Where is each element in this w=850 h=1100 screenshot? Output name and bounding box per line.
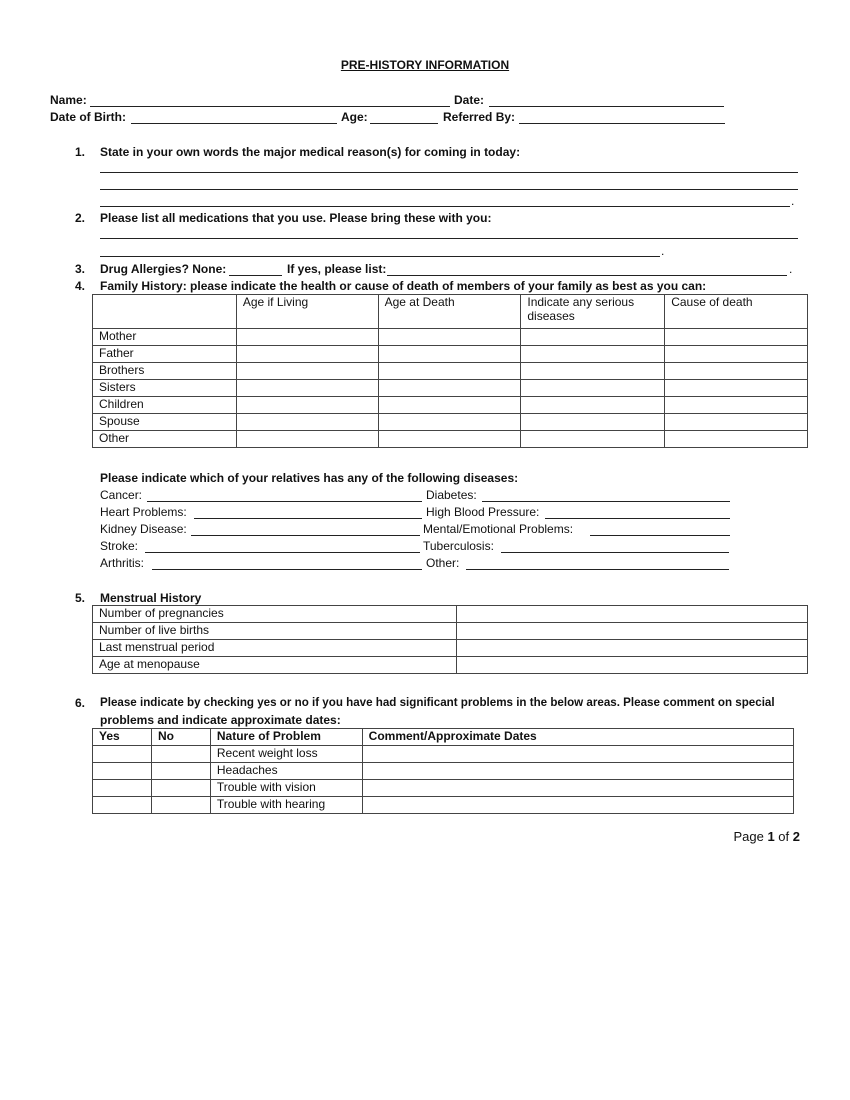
table-cell[interactable] <box>521 397 665 414</box>
menstrual-history-table <box>92 605 808 674</box>
comment-cell[interactable] <box>362 780 793 797</box>
comment-cell[interactable] <box>362 763 793 780</box>
table-row <box>93 746 794 763</box>
problems-table <box>92 728 794 814</box>
table-cell[interactable] <box>236 346 378 363</box>
disease-label: Mental/Emotional Problems: <box>423 522 574 536</box>
table-cell[interactable] <box>665 380 808 397</box>
table-row <box>93 414 808 431</box>
table-cell[interactable] <box>456 657 807 674</box>
disease-field[interactable] <box>545 518 730 519</box>
no-cell[interactable] <box>151 780 210 797</box>
row-label: Age at menopause <box>93 657 457 674</box>
q6-number: 6. <box>75 696 86 710</box>
name-field[interactable] <box>90 106 450 107</box>
table-cell[interactable] <box>378 329 521 346</box>
table-row <box>93 797 794 814</box>
yes-cell[interactable] <box>93 780 152 797</box>
column-header: Age if Living <box>236 295 378 329</box>
disease-label: High Blood Pressure: <box>426 505 540 519</box>
page-number: Page 1 of 2 <box>733 829 800 844</box>
disease-label: Other: <box>426 556 460 570</box>
table-cell[interactable] <box>521 380 665 397</box>
q5-number: 5. <box>75 591 86 605</box>
comment-cell[interactable] <box>362 797 793 814</box>
yes-cell[interactable] <box>93 746 152 763</box>
table-header-row <box>93 295 808 329</box>
table-cell[interactable] <box>236 431 378 448</box>
table-row <box>93 363 808 380</box>
row-label: Sisters <box>93 380 237 397</box>
row-label: Last menstrual period <box>93 640 457 657</box>
column-header: No <box>151 729 210 746</box>
q3-none-label: Drug Allergies? None: <box>100 262 227 276</box>
table-cell[interactable] <box>236 380 378 397</box>
table-row <box>93 380 808 397</box>
column-header: Indicate any serious diseases <box>521 295 665 329</box>
page-title: PRE-HISTORY INFORMATION <box>340 58 510 72</box>
disease-field[interactable] <box>194 518 422 519</box>
dob-label: Date of Birth: <box>50 110 126 124</box>
table-row <box>93 329 808 346</box>
table-cell[interactable] <box>378 431 521 448</box>
disease-label: Kidney Disease: <box>100 522 187 536</box>
yes-cell[interactable] <box>93 763 152 780</box>
column-header: Comment/Approximate Dates <box>362 729 793 746</box>
referred-label: Referred By: <box>443 110 516 124</box>
row-label: Recent weight loss <box>210 746 362 763</box>
allergies-list-field[interactable] <box>387 275 787 276</box>
period-mark: . <box>661 244 665 258</box>
q6-text: Please indicate by checking yes or no if you have had significant problems in the below areas. Please comment on special <box>100 696 775 709</box>
q1-answer-line[interactable] <box>100 189 798 190</box>
q2-text: Please list all medications that you use. Please bring these with you: <box>100 211 492 225</box>
disease-label: Arthritis: <box>100 556 145 570</box>
age-label: Age: <box>341 110 368 124</box>
table-cell[interactable] <box>236 414 378 431</box>
disease-label: Diabetes: <box>426 488 477 502</box>
table-cell[interactable] <box>665 431 808 448</box>
q6-text-cont: problems and indicate approximate dates: <box>100 713 341 727</box>
table-cell[interactable] <box>665 414 808 431</box>
table-row <box>93 397 808 414</box>
family-history-table <box>92 294 808 448</box>
row-label: Headaches <box>210 763 362 780</box>
q4-number: 4. <box>75 279 86 293</box>
table-row <box>93 763 794 780</box>
column-header: Yes <box>93 729 152 746</box>
column-header: Nature of Problem <box>210 729 362 746</box>
column-header: Age at Death <box>378 295 521 329</box>
table-cell[interactable] <box>521 346 665 363</box>
q5-text: Menstrual History <box>100 591 202 605</box>
table-cell[interactable] <box>378 397 521 414</box>
table-cell[interactable] <box>521 414 665 431</box>
comment-cell[interactable] <box>362 746 793 763</box>
disease-field[interactable] <box>152 569 422 570</box>
q2-answer-line[interactable] <box>100 256 660 257</box>
disease-field[interactable] <box>482 501 730 502</box>
allergies-none-field[interactable] <box>229 275 282 276</box>
name-label: Name: <box>50 93 87 107</box>
date-field[interactable] <box>489 106 724 107</box>
disease-field[interactable] <box>590 535 730 536</box>
row-label: Father <box>93 346 237 363</box>
column-header: Cause of death <box>665 295 808 329</box>
table-cell[interactable] <box>665 363 808 380</box>
table-cell[interactable] <box>665 329 808 346</box>
table-row <box>93 606 808 623</box>
referred-field[interactable] <box>519 123 725 124</box>
table-cell[interactable] <box>521 329 665 346</box>
q4-text: Family History: please indicate the health or cause of death of members of your family as best as you can: <box>100 279 707 293</box>
table-row <box>93 431 808 448</box>
table-cell <box>93 295 237 329</box>
age-field[interactable] <box>370 123 438 124</box>
table-cell[interactable] <box>236 397 378 414</box>
table-cell[interactable] <box>236 363 378 380</box>
table-row <box>93 780 794 797</box>
disease-field[interactable] <box>145 552 420 553</box>
disease-label: Tuberculosis: <box>423 539 494 553</box>
q2-answer-line[interactable] <box>100 238 798 239</box>
q2-number: 2. <box>75 211 86 225</box>
disease-field[interactable] <box>147 501 422 502</box>
dob-field[interactable] <box>131 123 337 124</box>
no-cell[interactable] <box>151 797 210 814</box>
table-cell[interactable] <box>378 380 521 397</box>
disease-label: Heart Problems: <box>100 505 187 519</box>
table-row <box>93 640 808 657</box>
period-mark: . <box>789 262 793 276</box>
table-header-row <box>93 729 794 746</box>
table-cell[interactable] <box>378 346 521 363</box>
table-cell[interactable] <box>378 363 521 380</box>
period-mark: . <box>791 194 795 208</box>
q3-number: 3. <box>75 262 86 276</box>
yes-cell[interactable] <box>93 797 152 814</box>
table-cell[interactable] <box>236 329 378 346</box>
table-row <box>93 657 808 674</box>
table-cell[interactable] <box>521 431 665 448</box>
disease-label: Cancer: <box>100 488 143 502</box>
row-label: Number of pregnancies <box>93 606 457 623</box>
row-label: Brothers <box>93 363 237 380</box>
no-cell[interactable] <box>151 746 210 763</box>
no-cell[interactable] <box>151 763 210 780</box>
q3-list-label: If yes, please list: <box>287 262 387 276</box>
q1-text: State in your own words the major medical reason(s) for coming in today: <box>100 145 521 159</box>
table-cell[interactable] <box>521 363 665 380</box>
table-row <box>93 346 808 363</box>
q1-number: 1. <box>75 145 86 159</box>
relatives-heading: Please indicate which of your relatives has any of the following diseases: <box>100 471 519 485</box>
disease-label: Stroke: <box>100 539 139 553</box>
row-label: Spouse <box>93 414 237 431</box>
q1-answer-line[interactable] <box>100 172 798 173</box>
row-label: Other <box>93 431 237 448</box>
table-cell[interactable] <box>665 346 808 363</box>
table-cell[interactable] <box>665 397 808 414</box>
table-cell[interactable] <box>456 640 807 657</box>
disease-field[interactable] <box>501 552 729 553</box>
date-label: Date: <box>454 93 485 107</box>
table-cell[interactable] <box>456 623 807 640</box>
table-row <box>93 623 808 640</box>
table-cell[interactable] <box>378 414 521 431</box>
table-cell[interactable] <box>456 606 807 623</box>
row-label: Children <box>93 397 237 414</box>
disease-field[interactable] <box>466 569 729 570</box>
row-label: Mother <box>93 329 237 346</box>
row-label: Trouble with hearing <box>210 797 362 814</box>
row-label: Trouble with vision <box>210 780 362 797</box>
row-label: Number of live births <box>93 623 457 640</box>
q1-answer-line[interactable] <box>100 206 790 207</box>
disease-field[interactable] <box>191 535 420 536</box>
